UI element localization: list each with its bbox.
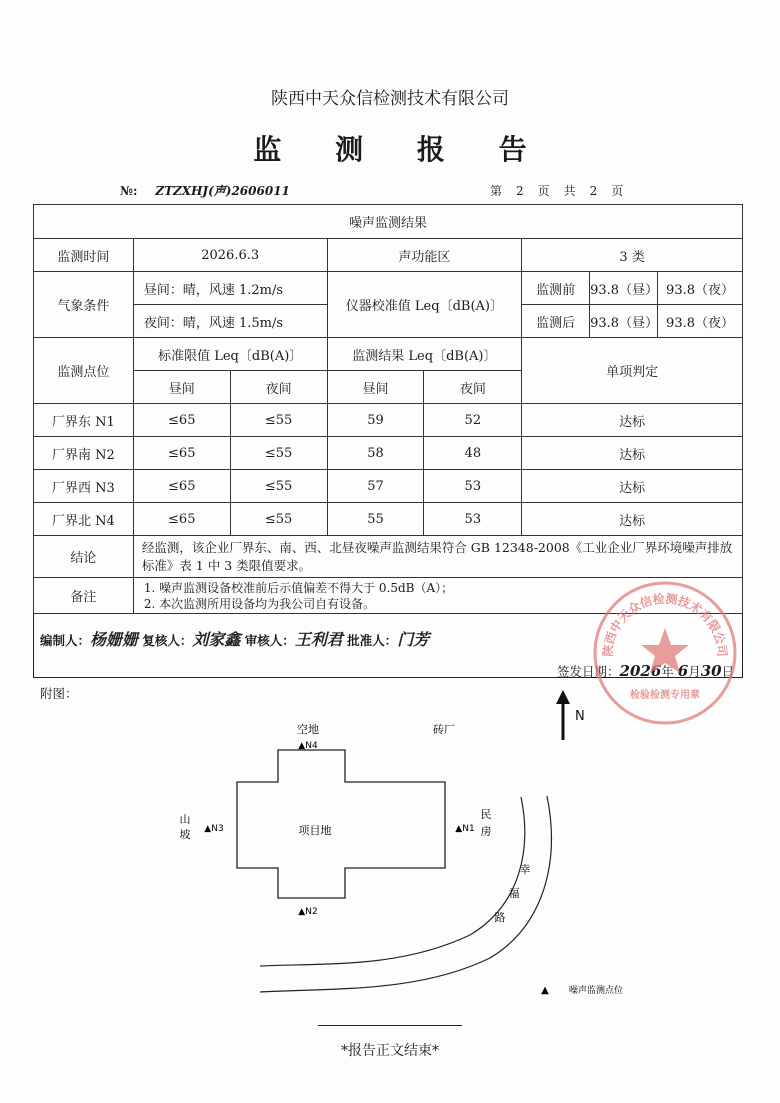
row-judge: 达标 bbox=[522, 437, 743, 470]
conclusion-label: 结论 bbox=[34, 536, 134, 578]
issue-day: 30 bbox=[700, 662, 722, 680]
row-limit-day: ≤65 bbox=[133, 470, 230, 503]
remarks-label: 备注 bbox=[34, 578, 134, 614]
end-divider bbox=[318, 1025, 462, 1026]
row-limit-day: ≤65 bbox=[133, 404, 230, 437]
issue-year-suffix: 年 bbox=[661, 664, 674, 679]
reviewer-signature: 刘家鑫 bbox=[192, 630, 241, 649]
monitor-time-label: 监测时间 bbox=[34, 239, 134, 272]
calib-after-day: 93.8（昼） bbox=[590, 305, 658, 338]
row-night: 52 bbox=[424, 404, 522, 437]
label-top: 空地 bbox=[297, 723, 319, 736]
seal-text: 陕西中天众信检测技术有限公司 bbox=[600, 591, 730, 658]
row-limit-day: ≤65 bbox=[133, 437, 230, 470]
issue-month-suffix: 月 bbox=[688, 664, 701, 679]
row-point: 厂界南 N2 bbox=[34, 437, 134, 470]
result-label: 监测结果 Leq〔dB(A)〕 bbox=[327, 338, 522, 371]
issue-date-label: 签发日期： bbox=[557, 664, 620, 679]
limit-label: 标准限值 Leq〔dB(A)〕 bbox=[133, 338, 327, 371]
report-number bbox=[120, 182, 290, 199]
row-night: 53 bbox=[424, 503, 522, 536]
section-title: 噪声监测结果 bbox=[34, 205, 743, 239]
table-row bbox=[34, 470, 743, 503]
judge-label: 单项判定 bbox=[522, 338, 743, 404]
row-point: 厂界北 N4 bbox=[34, 503, 134, 536]
calib-before-label: 监测前 bbox=[522, 272, 590, 305]
calib-after-night: 93.8（夜） bbox=[658, 305, 743, 338]
remark-1: 1. 噪声监测设备校准前后示值偏差不得大于 0.5dB（A）； bbox=[143, 580, 454, 595]
result-night-label: 夜间 bbox=[424, 371, 522, 404]
auditor-label: 审核人： bbox=[244, 633, 295, 648]
table-row bbox=[34, 404, 743, 437]
row-day: 59 bbox=[327, 404, 424, 437]
weather-label: 气象条件 bbox=[34, 272, 134, 338]
point-label: 监测点位 bbox=[34, 338, 134, 404]
row-point: 厂界东 N1 bbox=[34, 404, 134, 437]
calib-before-night: 93.8（夜） bbox=[658, 272, 743, 305]
monitor-time-value: 2026.6.3 bbox=[133, 239, 327, 272]
site-map bbox=[0, 680, 780, 1020]
north-label: N bbox=[575, 709, 585, 724]
row-night: 48 bbox=[424, 437, 522, 470]
row-point: 厂界西 N3 bbox=[34, 470, 134, 503]
row-limit-night: ≤55 bbox=[230, 437, 327, 470]
editor-signature: 杨姗姗 bbox=[90, 630, 139, 649]
zone-label: 声功能区 bbox=[327, 239, 522, 272]
approver-label: 批准人： bbox=[347, 633, 398, 648]
row-night: 53 bbox=[424, 470, 522, 503]
row-day: 58 bbox=[327, 437, 424, 470]
label-right-1: 民 bbox=[480, 808, 492, 821]
limit-day-label: 昼间 bbox=[133, 371, 230, 404]
end-of-report: *报告正文结束* bbox=[341, 1043, 439, 1059]
signature-row bbox=[40, 627, 429, 650]
auditor-signature: 王利君 bbox=[294, 630, 343, 649]
report-number-value: ZTZXHJ(声)2606011 bbox=[155, 184, 290, 198]
issue-year: 2026 bbox=[619, 662, 662, 680]
zone-value: 3 类 bbox=[522, 239, 743, 272]
point-n4: ▲N4 bbox=[298, 741, 318, 751]
point-n1: ▲N1 bbox=[455, 824, 475, 834]
row-limit-night: ≤55 bbox=[230, 503, 327, 536]
attachment-label: 附图： bbox=[40, 686, 78, 701]
weather-day: 昼间：晴，风速 1.2m/s bbox=[133, 272, 327, 305]
conclusion-text: 经监测，该企业厂界东、南、西、北昼夜噪声监测结果符合 GB 12348-2008《工业企业厂界环境噪声排放标准》表 1 中 3 类限值要求。 bbox=[133, 536, 742, 578]
row-judge: 达标 bbox=[522, 404, 743, 437]
point-n3: ▲N3 bbox=[204, 824, 224, 834]
calib-label: 仪器校准值 Leq〔dB(A)〕 bbox=[327, 272, 522, 338]
report-title: 监 测 报 告 bbox=[253, 133, 549, 166]
seal-subtext: 检验检测专用章 bbox=[630, 690, 700, 701]
road-label-2: 福 bbox=[508, 887, 520, 900]
result-day-label: 昼间 bbox=[327, 371, 424, 404]
legend-marker: ▲ bbox=[541, 985, 549, 996]
issue-month: 6 bbox=[677, 662, 689, 680]
point-n2: ▲N2 bbox=[298, 907, 318, 917]
row-limit-day: ≤65 bbox=[133, 503, 230, 536]
road-label-3: 路 bbox=[494, 911, 506, 924]
calib-after-label: 监测后 bbox=[522, 305, 590, 338]
row-limit-night: ≤55 bbox=[230, 404, 327, 437]
issue-day-suffix: 日 bbox=[721, 664, 735, 679]
weather-night: 夜间：晴，风速 1.5m/s bbox=[133, 305, 327, 338]
label-top-right: 砖厂 bbox=[433, 723, 455, 736]
editor-label: 编制人： bbox=[40, 633, 91, 648]
row-judge: 达标 bbox=[522, 503, 743, 536]
company-name: 陕西中天众信检测技术有限公司 bbox=[271, 89, 509, 109]
row-day: 55 bbox=[327, 503, 424, 536]
approver-signature: 门芳 bbox=[397, 630, 430, 649]
project-site-outline bbox=[237, 750, 445, 898]
calib-before-day: 93.8（昼） bbox=[590, 272, 658, 305]
label-left-1: 山 bbox=[179, 813, 191, 826]
remark-2: 2. 本次监测所用设备均为我公司自有设备。 bbox=[143, 596, 376, 611]
road-label-1: 幸 bbox=[519, 863, 531, 876]
table-row bbox=[34, 437, 743, 470]
site-label: 项目地 bbox=[298, 824, 332, 837]
reviewer-label: 复核人： bbox=[142, 633, 193, 648]
label-right-2: 房 bbox=[480, 825, 492, 838]
north-arrow bbox=[556, 690, 585, 740]
row-judge: 达标 bbox=[522, 470, 743, 503]
label-left-2: 坡 bbox=[179, 828, 191, 841]
row-day: 57 bbox=[327, 470, 424, 503]
legend-text: 噪声监测点位 bbox=[569, 986, 624, 996]
noise-results-table bbox=[33, 204, 743, 614]
table-row bbox=[34, 503, 743, 536]
page-info: 第 2 页 共 2 页 bbox=[490, 184, 625, 198]
limit-night-label: 夜间 bbox=[230, 371, 327, 404]
row-limit-night: ≤55 bbox=[230, 470, 327, 503]
report-number-label: №: bbox=[120, 184, 138, 198]
